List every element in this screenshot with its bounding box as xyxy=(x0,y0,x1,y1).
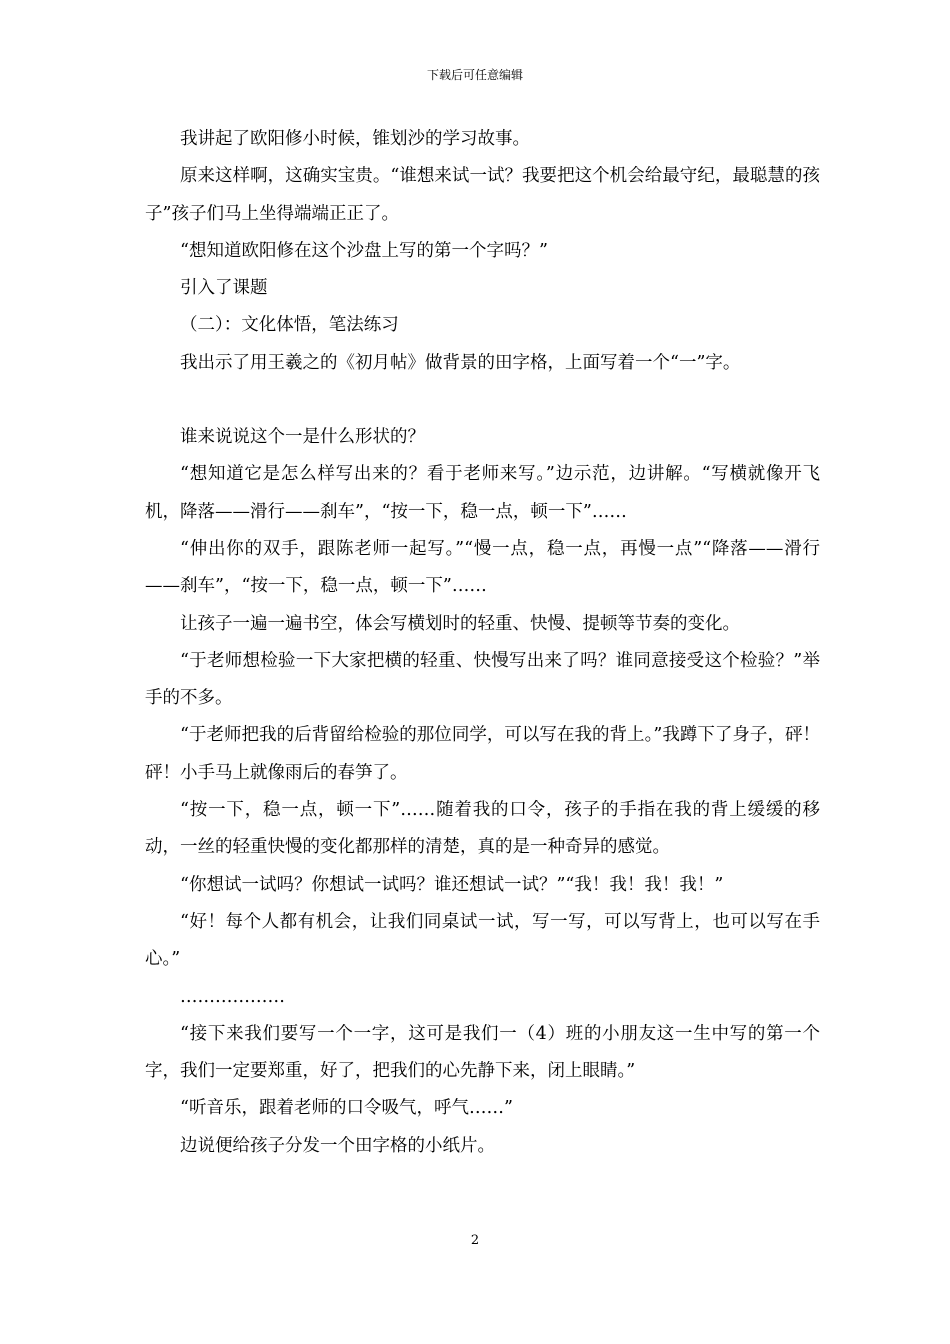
paragraph: “接下来我们要写一个一字，这可是我们一（4）班的小朋友这一生中写的第一个字，我们一定要郑重，好了，把我们的心先静下来，闭上眼睛。” xyxy=(145,1023,820,1082)
paragraph: 引入了课题 xyxy=(180,278,268,299)
paragraph: “伸出你的双手，跟陈老师一起写。”“慢一点，稳一点，再慢一点”“降落——滑行——刹车”，“按一下，稳一点，顿一下”…… xyxy=(145,538,820,597)
page-header: 下载后可任意编辑 xyxy=(426,68,523,82)
paragraph: 我出示了用王羲之的《初月帖》做背景的田字格，上面写着一个“一”字。 xyxy=(180,352,741,373)
paragraph: “你想试一试吗？你想试一试吗？谁还想试一试？”“我！我！我！我！” xyxy=(180,874,724,895)
paragraph: “好！每个人都有机会，让我们同桌试一试，写一写，可以写背上，也可以写在手心。” xyxy=(145,911,820,970)
document-body xyxy=(145,121,820,1165)
paragraph: 让孩子一遍一遍书空，体会写横划时的轻重、快慢、提顿等节奏的变化。 xyxy=(180,613,740,634)
paragraph: 原来这样啊，这确实宝贵。“谁想来试一试？我要把这个机会给最守纪，最聪慧的孩子”孩子们马上坐得端端正正了。 xyxy=(145,166,820,224)
paragraph: “于老师想检验一下大家把横的轻重、快慢写出来了吗？谁同意接受这个检验？”举手的不多。 xyxy=(145,650,820,709)
paragraph: 边说便给孩子分发一个田字格的小纸片。 xyxy=(180,1135,495,1156)
paragraph: 谁来说说这个一是什么形状的？ xyxy=(180,427,425,448)
paragraph: “听音乐，跟着老师的口令吸气，呼气……” xyxy=(180,1098,513,1119)
paragraph: “想知道欧阳修在这个沙盘上写的第一个字吗？” xyxy=(180,240,548,261)
paragraph: “于老师把我的后背留给检验的那位同学，可以写在我的背上。”我蹲下了身子，砰！砰！小手马上就像雨后的春笋了。 xyxy=(145,725,820,783)
paragraph: “按一下，稳一点，顿一下”……随着我的口令，孩子的手指在我的背上缓缓的移动，一丝的轻重快慢的变化都那样的清楚，真的是一种奇异的感觉。 xyxy=(145,800,820,858)
ellipsis-separator: ……………… xyxy=(180,986,285,1007)
paragraph: “想知道它是怎么样写出来的？看于老师来写。”边示范，边讲解。“写横就像开飞机，降落——滑行——刹车”，“按一下，稳一点，顿一下”…… xyxy=(145,464,820,522)
page-number: 2 xyxy=(470,1233,480,1248)
paragraph: 我讲起了欧阳修小时候，锥划沙的学习故事。 xyxy=(180,129,530,149)
blank-line xyxy=(145,382,820,419)
section-heading: （二）：文化体悟，笔法练习 xyxy=(180,315,399,336)
